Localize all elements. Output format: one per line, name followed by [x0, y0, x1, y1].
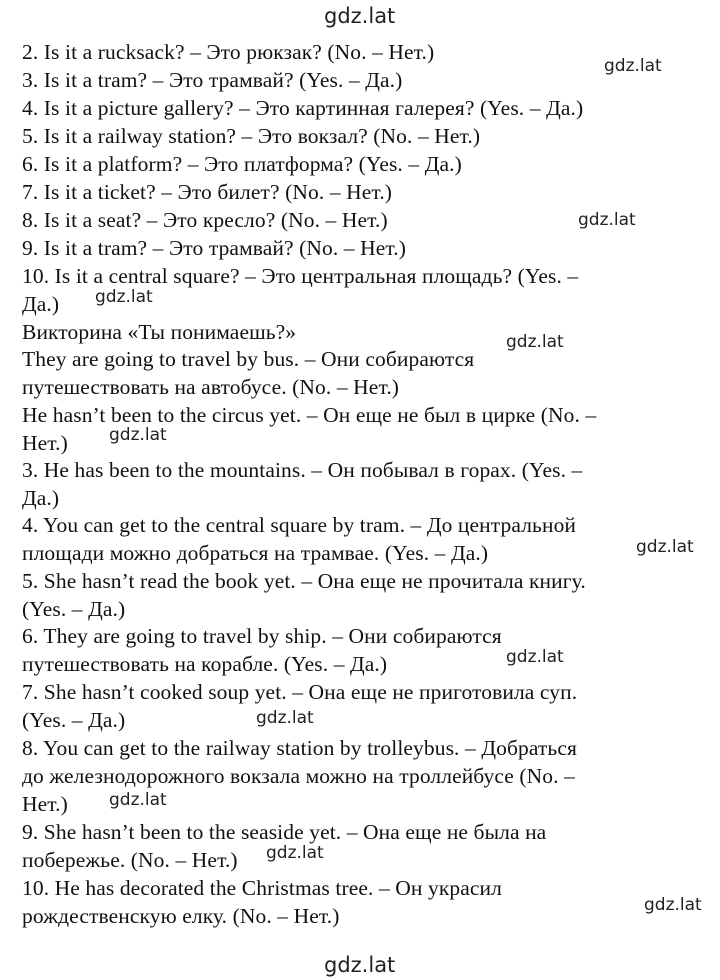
text-line: 9. She hasn’t been to the seaside yet. – Она еще не была на [22, 820, 547, 844]
text-line: рождественскую елку. (No. – Нет.) [22, 904, 340, 928]
text-line: 2. Is it a rucksack? – Это рюкзак? (No. – Нет.) [22, 40, 435, 64]
watermark-top: gdz.lat [324, 4, 396, 28]
watermark: gdz.lat [636, 537, 694, 557]
text-line: до железнодорожного вокзала можно на троллейбусе (No. – [22, 764, 575, 788]
text-line: (Yes. – Да.) [22, 597, 126, 621]
text-line: They are going to travel by bus. – Они собираются [22, 347, 475, 371]
watermark: gdz.lat [644, 895, 702, 915]
text-line: 5. She hasn’t read the book yet. – Она еще не прочитала книгу. [22, 569, 586, 593]
text-line: 6. They are going to travel by ship. – Они собираются [22, 624, 502, 648]
text-line: 7. Is it a ticket? – Это билет? (No. – Нет.) [22, 180, 392, 204]
section-heading: Викторина «Ты понимаешь?» [22, 320, 297, 344]
text-line: He hasn’t been to the circus yet. – Он еще не был в цирке (No. – [22, 403, 597, 427]
text-line: путешествовать на автобусе. (No. – Нет.) [22, 375, 400, 399]
watermark: gdz.lat [95, 287, 153, 307]
text-line: 7. She hasn’t cooked soup yet. – Она еще не приготовила суп. [22, 680, 578, 704]
text-line: 5. Is it a railway station? – Это вокзал? (No. – Нет.) [22, 124, 481, 148]
text-line: 4. Is it a picture gallery? – Это картинная галерея? (Yes. – Да.) [22, 96, 584, 120]
text-line: 3. He has been to the mountains. – Он побывал в горах. (Yes. – [22, 458, 583, 482]
watermark: gdz.lat [506, 647, 564, 667]
watermark: gdz.lat [604, 56, 662, 76]
text-line: Да.) [22, 292, 60, 316]
text-line: побережье. (No. – Нет.) [22, 848, 238, 872]
text-line: 10. Is it a central square? – Это центральная площадь? (Yes. – [22, 264, 579, 288]
text-line: (Yes. – Да.) [22, 708, 126, 732]
watermark: gdz.lat [256, 708, 314, 728]
watermark: gdz.lat [266, 843, 324, 863]
text-line: 6. Is it a platform? – Это платформа? (Yes. – Да.) [22, 152, 462, 176]
text-line: площади можно добраться на трамвае. (Yes. – Да.) [22, 541, 489, 565]
watermark: gdz.lat [578, 210, 636, 230]
watermark-bottom: gdz.lat [324, 953, 396, 977]
text-line: Нет.) [22, 792, 68, 816]
text-line: 3. Is it a tram? – Это трамвай? (Yes. – Да.) [22, 68, 403, 92]
text-line: 8. You can get to the railway station by trolleybus. – Добраться [22, 736, 577, 760]
watermark: gdz.lat [109, 790, 167, 810]
text-line: 10. He has decorated the Christmas tree. – Он украсил [22, 876, 502, 900]
text-line: путешествовать на корабле. (Yes. – Да.) [22, 652, 388, 676]
text-line: 9. Is it a tram? – Это трамвай? (No. – Нет.) [22, 236, 406, 260]
watermark: gdz.lat [109, 425, 167, 445]
text-line: Да.) [22, 486, 60, 510]
text-line: 8. Is it a seat? – Это кресло? (No. – Нет.) [22, 208, 388, 232]
text-line: 4. You can get to the central square by tram. – До центральной [22, 513, 577, 537]
watermark: gdz.lat [506, 332, 564, 352]
text-line: Нет.) [22, 431, 68, 455]
